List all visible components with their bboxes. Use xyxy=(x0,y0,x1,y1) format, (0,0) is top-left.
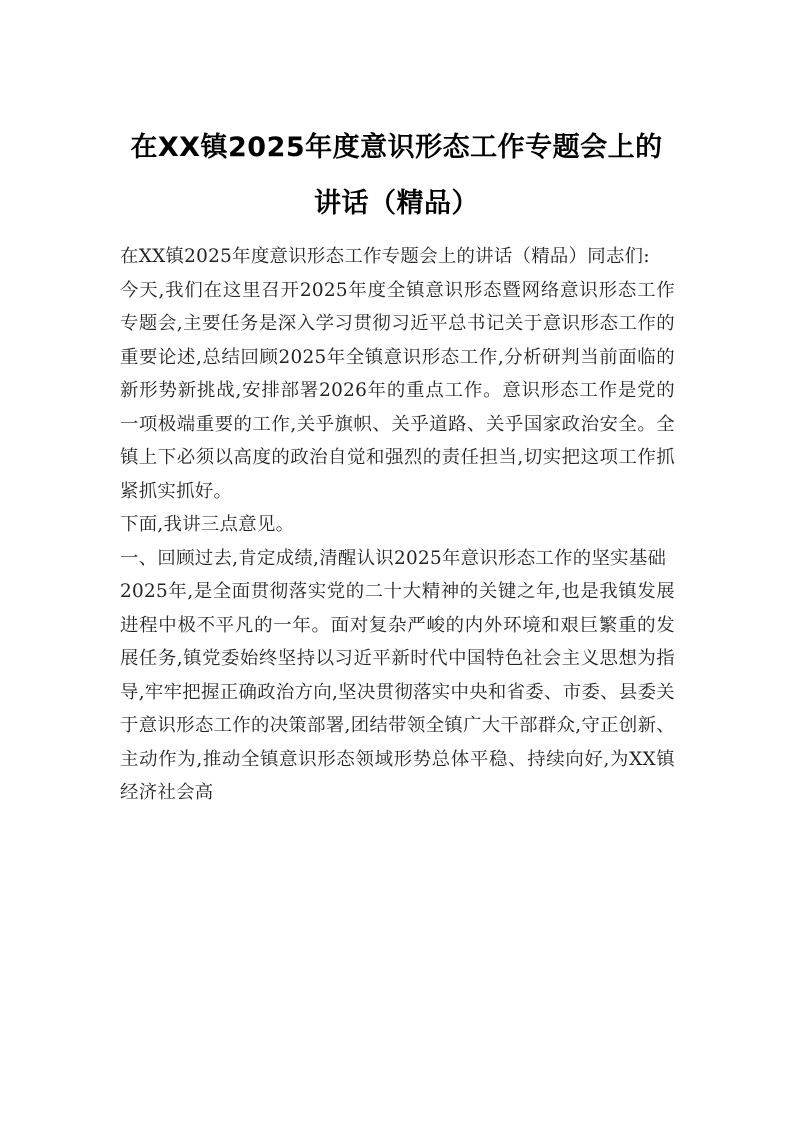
paragraph-review: 2025年,是全面贯彻落实党的二十大精神的关键之年,也是我镇发展进程中极不平凡的一年。面对复杂严峻的内外环境和艰巨繁重的发展任务,镇党委始终坚持以习近平新时代中国特色社会主义思想为指导,牢牢把握正确政治方向,坚决贯彻落实中央和省委、市委、县委关于意识形态工作的决策部署,团结带领全镇广大干部群众,守正创新、主动作为,推动全镇意识形态领域形势总体平稳、持续向好,为XX镇经济社会高 xyxy=(120,581,675,803)
paragraph-intro: 今天,我们在这里召开2025年度全镇意识形态暨网络意识形态工作专题会,主要任务是深入学习贯彻习近平总书记关于意识形态工作的重要论述,总结回顾2025年全镇意识形态工作,分析研判当前面临的新形势新挑战,安排部署2026年的重点工作。意识形态工作是党的一项极端重要的工作,关乎旗帜、关乎道路、关乎国家政治安全。全镇上下必须以高度的政治自觉和强烈的责任担当,切实把这项工作抓紧抓实抓好。 xyxy=(120,279,675,502)
paragraph-outline: 下面,我讲三点意见。 xyxy=(120,514,295,535)
title-line-1: 在XX镇2025年度意识形态工作专题会上的 xyxy=(130,132,663,163)
paragraph-greeting: 在XX镇2025年度意识形态工作专题会上的讲话（精品）同志们: xyxy=(120,246,650,267)
document-title xyxy=(110,120,683,232)
title-line-2: 讲话（精品） xyxy=(314,188,479,219)
document-body xyxy=(120,240,675,810)
section-heading-1: 一、回顾过去,肯定成绩,清醒认识2025年意识形态工作的坚实基础 xyxy=(120,547,667,569)
